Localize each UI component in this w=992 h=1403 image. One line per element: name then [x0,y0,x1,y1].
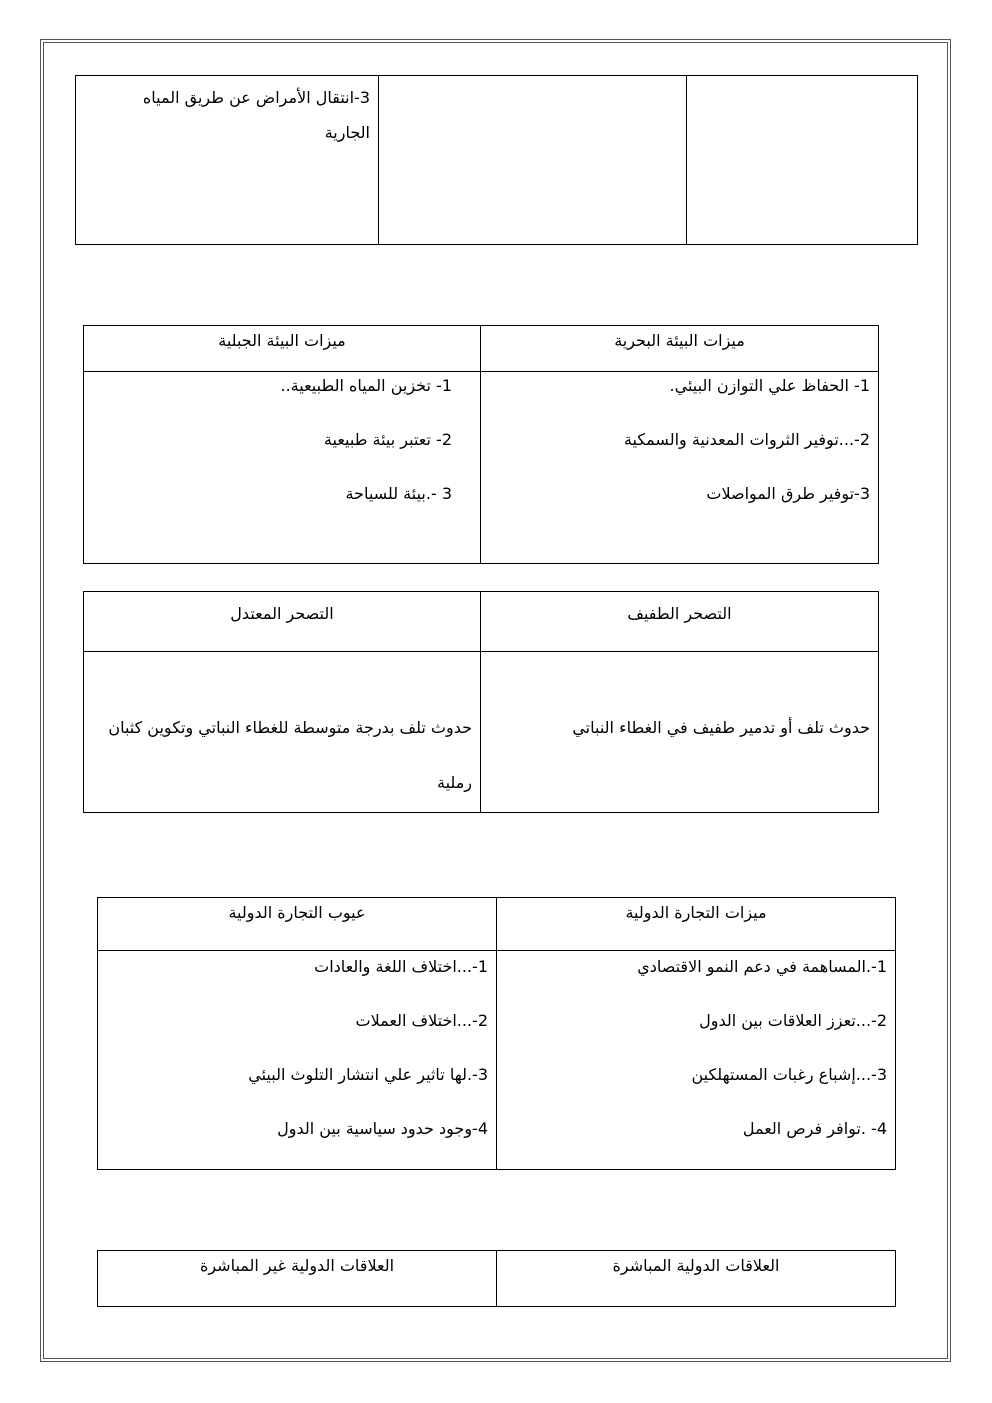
table-header-row [98,1251,896,1307]
table-diseases [75,75,918,245]
table-cell-text [76,76,379,245]
moderate-text: حدوث تلف بدرجة متوسطة للغطاء النباتي وتكوين كثبان رملية [84,652,481,813]
cell-line: الجارية [324,123,370,142]
list-item: 4- .توافر فرص العمل [742,1119,887,1138]
header-slight: التصحر الطفيف [481,592,879,652]
header-mountain: ميزات البيئة الجبلية [84,326,481,372]
list-item: 1-...اختلاف اللغة والعادات [314,957,488,976]
table-row [84,372,879,564]
list-item: 1- الحفاظ علي التوازن البيئي. [669,376,870,395]
list-item: 2-...اختلاف العملات [355,1011,488,1030]
cell-line: 3-انتقال الأمراض عن طريق المياه [142,88,370,107]
table-row [98,951,896,1170]
header-indirect: العلاقات الدولية غير المباشرة [98,1251,497,1307]
list-item: 4-وجود حدود سياسية بين الدول [277,1119,488,1138]
table-cell-empty [379,76,687,245]
mountain-list [84,372,481,564]
list-item: 3 -.بيئة للسياحة [345,484,452,503]
header-disadvantages: عيوب التجارة الدولية [98,898,497,951]
list-item: 3-توفير طرق المواصلات [706,484,870,503]
table-desertification [83,591,879,813]
table-cell-empty [687,76,918,245]
table-row [76,76,918,245]
table-header-row [84,592,879,652]
list-item: 1- تخزين المياه الطبيعية.. [280,376,452,395]
advantages-list [497,951,896,1170]
marine-list [481,372,879,564]
list-item: 3-...إشباع رغبات المستهلكين [691,1065,887,1084]
header-advantages: ميزات التجارة الدولية [497,898,896,951]
table-environment-features [83,325,879,564]
table-international-trade [97,897,896,1170]
list-item: 3-.لها تاثير علي انتشار التلوث البيئي [248,1065,488,1084]
slight-text: حدوث تلف أو تدمير طفيف في الغطاء النباتي [481,652,879,813]
table-row [84,652,879,813]
header-direct: العلاقات الدولية المباشرة [497,1251,896,1307]
table-header-row [98,898,896,951]
table-header-row [84,326,879,372]
list-item: 2-...تعزز العلاقات بين الدول [699,1011,887,1030]
header-marine: ميزات البيئة البحرية [481,326,879,372]
header-moderate: التصحر المعتدل [84,592,481,652]
disadvantages-list [98,951,497,1170]
list-item: 1-.المساهمة في دعم النمو الاقتصادي [637,957,887,976]
list-item: 2-...توفير الثروات المعدنية والسمكية [623,430,870,449]
table-international-relations [97,1250,896,1307]
list-item: 2- تعتبر بيئة طبيعية [323,430,452,449]
